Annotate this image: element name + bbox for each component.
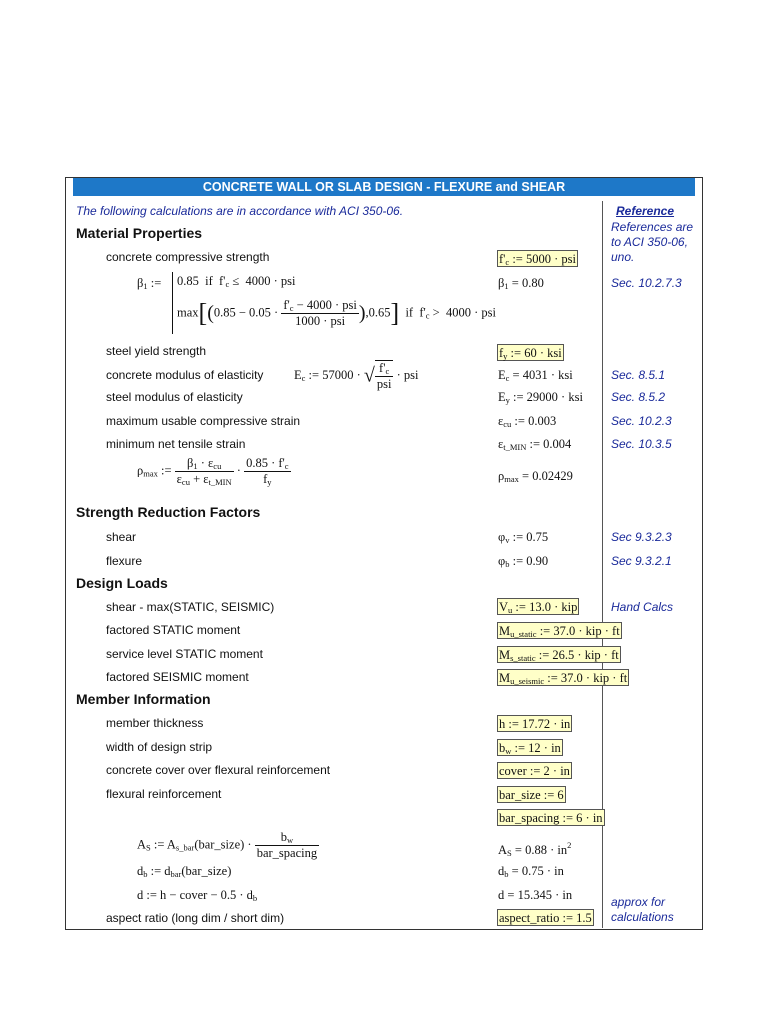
ref-phiv: Sec 9.3.2.3 [611, 530, 672, 544]
d-result: d = 15.345 · in [498, 888, 573, 902]
label-fc: concrete compressive strength [106, 250, 270, 264]
input-msstatic[interactable]: $M_{s\_static}$ := 26.5 · kip · ft [499, 648, 619, 663]
etmin-value: $\varepsilon_{t\_MIN}$ := 0.004 [498, 437, 572, 452]
ref-vu: Hand Calcs [611, 600, 674, 614]
section-loads: Design Loads [76, 575, 168, 591]
label-flexure: flexure [106, 554, 143, 568]
input-barspacing[interactable]: bar_spacing := 6 · in [499, 811, 603, 825]
label-mustatic: factored STATIC moment [106, 623, 241, 637]
intro-text: The following calculations are in accordance with ACI 350-06. [76, 204, 404, 218]
input-barsize[interactable]: bar_size := 6 [499, 788, 564, 802]
label-ec: concrete modulus of elasticity [106, 368, 264, 382]
d-formula: d := h − cover − $0.5 \cdot d_b$ [137, 888, 258, 903]
ref-ec: Sec. 8.5.1 [611, 368, 666, 382]
ref-ey: Sec. 8.5.2 [611, 390, 666, 404]
as-result: $A_S = 0.88 \cdot in^2$ [498, 840, 572, 858]
section-material: Material Properties [76, 225, 203, 241]
section-srf: Strength Reduction Factors [76, 504, 261, 520]
input-mustatic[interactable]: $M_{u\_static}$ := 37.0 · kip · ft [499, 624, 620, 639]
label-cover: concrete cover over flexural reinforcement [106, 763, 331, 777]
label-museismic: factored SEISMIC moment [106, 670, 249, 684]
label-aspect: aspect ratio (long dim / short dim) [106, 911, 285, 925]
beta1-case-1: 0.85 if $f'_c \le 4000$ · psi [177, 274, 296, 289]
ref-aspect-1: approx for [611, 895, 666, 909]
input-fy[interactable]: $f_y$ := 60 · ksi [499, 346, 562, 361]
db-formula: $d_b$ := $d_{bar}(bar\_size)$ [137, 864, 232, 879]
ref-beta1: Sec. 10.2.7.3 [611, 276, 682, 290]
ref-phib: Sec 9.3.2.1 [611, 554, 672, 568]
input-museismic[interactable]: $M_{u\_seismic}$ := 37.0 · kip · ft [499, 671, 628, 686]
rhomax-formula: $\rho_{max}$ := $\frac{\beta_1 \cdot \varepsilon_{cu}}{\varepsilon_{cu} + \varepsilon_{t\_MIN}}$ · $\frac{0.85 \cdot f'_c}{f_y}$ [137, 456, 289, 487]
ecu-value: $\varepsilon_{cu}$ := 0.003 [498, 414, 557, 429]
label-ecu: maximum usable compressive strain [106, 414, 301, 428]
label-h: member thickness [106, 716, 204, 730]
db-result: $d_b = 0.75$ · in [498, 864, 564, 879]
reference-heading: Reference [616, 204, 675, 218]
ec-result: $E_c = 4031$ · ksi [498, 368, 573, 383]
input-bw[interactable]: $b_w$ := 12 · in [499, 741, 561, 756]
phiv-value: $\varphi_v$ := 0.75 [498, 530, 549, 545]
as-formula: $A_S$ := $A_{s\_bar}(bar\_size)$ · $\frac{b_w}{\text{bar\_spacing}}$ [137, 830, 318, 860]
beta1-lhs: $\beta_1$ := [137, 276, 162, 291]
sheet-title: CONCRETE WALL OR SLAB DESIGN - FLEXURE and SHEAR [73, 178, 695, 196]
beta1-case-2: max[(0.85 − 0.05 · $\frac{f'_c - 4000 \cdot psi}{\text{1000 · psi}}$ ),0.65] if $f'_c > 4000$ · psi [177, 298, 496, 328]
ref-ecu: Sec. 10.2.3 [611, 414, 672, 428]
input-aspect[interactable]: aspect_ratio := 1.5 [499, 911, 592, 925]
ref-aspect-2: calculations [611, 910, 674, 924]
input-fc[interactable]: $f'_c$ := 5000 · psi [499, 252, 576, 267]
beta1-result: $\beta_1 = 0.80$ [498, 276, 544, 291]
label-vu: shear - max(STATIC, SEISMIC) [106, 600, 275, 614]
section-member: Member Information [76, 691, 211, 707]
beta1-brace [172, 272, 173, 334]
input-cover[interactable]: cover := 2 · in [499, 764, 570, 778]
label-barsize: flexural reinforcement [106, 787, 222, 801]
label-fy: steel yield strength [106, 344, 207, 358]
label-etmin: minimum net tensile strain [106, 437, 246, 451]
reference-note-1: References are [611, 220, 694, 234]
ec-formula: $E_c$ := 57000 · √ $\frac{f'_c}{\text{psi}}$ · psi [294, 361, 419, 391]
phib-value: $\varphi_b$ := 0.90 [498, 554, 549, 569]
label-shear: shear [106, 530, 137, 544]
ey-result: $E_y$ := 29000 · ksi [498, 390, 583, 405]
input-vu[interactable]: $V_u$ := 13.0 · kip [499, 600, 578, 615]
reference-note-3: uno. [611, 250, 635, 264]
input-h[interactable]: h := 17.72 · in [499, 717, 571, 731]
label-ey: steel modulus of elasticity [106, 390, 243, 404]
label-bw: width of design strip [106, 740, 213, 754]
rhomax-result: $\rho_{max} = 0.02429$ [498, 469, 573, 484]
label-msstatic: service level STATIC moment [106, 647, 263, 661]
ref-etmin: Sec. 10.3.5 [611, 437, 672, 451]
reference-note-2: to ACI 350-06, [611, 235, 688, 249]
